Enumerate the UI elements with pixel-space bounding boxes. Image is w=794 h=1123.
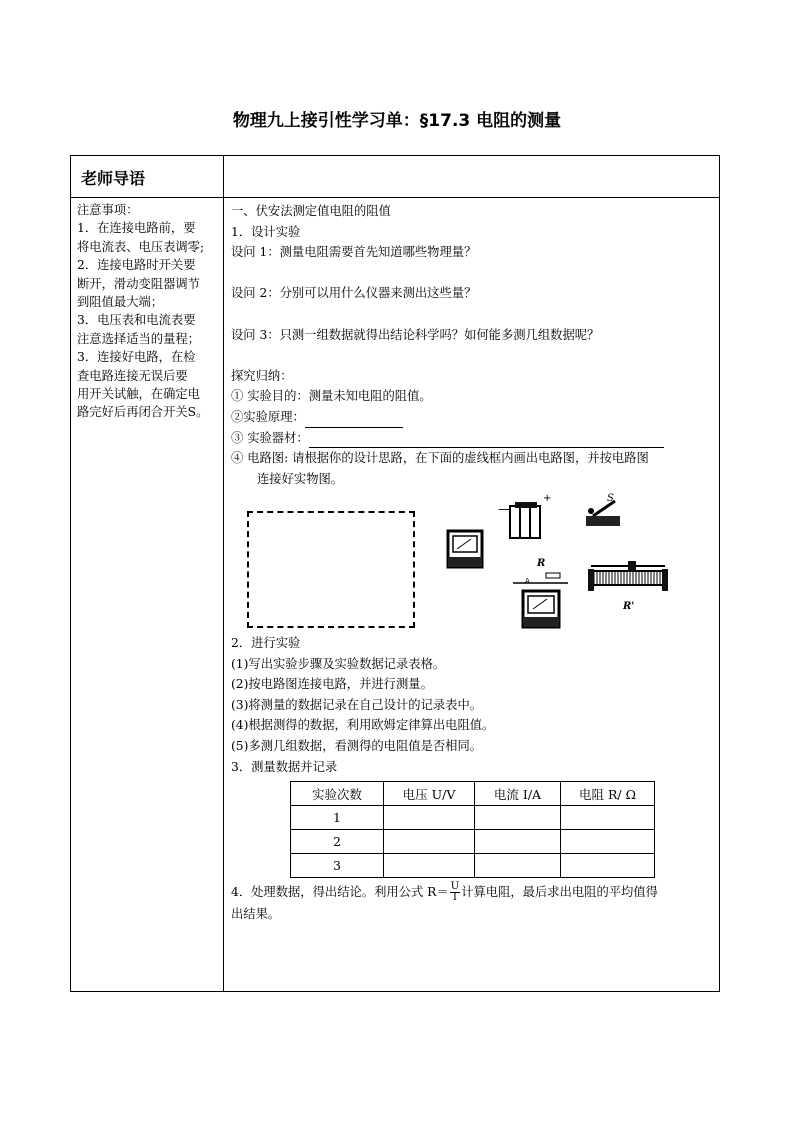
voltmeter-icon (448, 531, 482, 567)
table-cell[interactable] (384, 806, 475, 830)
rheostat-icon (588, 561, 668, 612)
subsection-heading: 2．进行实验 (231, 636, 301, 650)
battery-icon (498, 493, 551, 538)
question-1: 设问 1：测量电阻需要首先知道哪些物理量？ (231, 245, 477, 260)
table-cell[interactable] (561, 806, 655, 830)
table-row (291, 854, 655, 878)
left-header: 老师导语 (81, 169, 146, 188)
table-cell[interactable] (561, 854, 655, 878)
principle-blank[interactable] (305, 413, 403, 428)
table-header: 实验次数 (291, 782, 384, 806)
note-line: 1．在连接电路前，要 (77, 221, 196, 236)
ammeter-icon (523, 591, 559, 627)
table-header-row (291, 782, 655, 806)
note-line: 2．连接电路时开关要 (77, 258, 196, 273)
note-line: 路完好后再闭合开关S。 (77, 405, 209, 420)
svg-text:S: S (607, 493, 614, 504)
note-line: 3．电压表和电流表要 (77, 313, 196, 328)
step-1: (1)写出实验步骤及实验数据记录表格。 (231, 656, 446, 671)
summary-heading: 探究归纳： (231, 368, 293, 383)
table-cell[interactable] (561, 830, 655, 854)
table-header: 电压 U/V (384, 782, 475, 806)
note-line: 查电路连接无误后要 (77, 368, 188, 383)
page-title: 物理九上接引性学习单：§17.3 电阻的测量 (232, 111, 562, 131)
table-header: 电阻 R/ Ω (561, 782, 655, 806)
content-column (231, 201, 716, 489)
subsection-heading: 3．测量数据并记录 (231, 759, 338, 774)
table-cell[interactable] (475, 854, 561, 878)
step-2: (2)按电路图连接电路，并进行测量。 (231, 677, 433, 692)
circuit-drawing-box[interactable] (247, 511, 415, 628)
conclusion-line-2: 出结果。 (231, 907, 281, 921)
row-divider (71, 197, 719, 198)
note-line: 将电流表、电压表调零; (77, 239, 205, 254)
equipment-blank[interactable] (309, 433, 664, 448)
step-3: (3)将测量的数据记录在自己设计的记录表中。 (231, 697, 483, 712)
formula-fraction: $\frac{U}{I}$ (450, 881, 460, 903)
svg-text:+: + (543, 493, 552, 504)
experiment-section (231, 633, 716, 777)
worksheet-table (70, 155, 720, 992)
item-circuit: ④ 电路图: 请根据你的设计思路，在下面的虚线框内画出电路图，并按电路图 (231, 451, 649, 466)
item-principle: ②实验原理： (231, 407, 716, 428)
apparatus-illustration (443, 491, 673, 636)
item-purpose: ① 实验目的：测量未知电阻的阻值。 (231, 389, 432, 404)
switch-icon (586, 493, 620, 526)
note-line: 注意选择适当的量程； (77, 331, 200, 346)
svg-text:R: R (537, 558, 546, 569)
note-line: 用开关试触，在确定电 (77, 387, 200, 402)
table-cell[interactable] (475, 830, 561, 854)
svg-text:R': R' (623, 601, 635, 612)
svg-text:—: — (498, 502, 510, 516)
notes-column (77, 201, 220, 422)
svg-text:A: A (525, 577, 530, 585)
note-line: 到阻值最大端； (77, 295, 164, 310)
table-header: 电流 I/A (475, 782, 561, 806)
item-equipment: ③ 实验器材： (231, 428, 716, 449)
table-cell[interactable] (475, 806, 561, 830)
conclusion-line: 4．处理数据，得出结论。利用公式 R＝ $\frac{U}{I}$ 计算电阻，最后求出电阻的平均值得 (231, 881, 658, 903)
table-row (291, 830, 655, 854)
column-divider (223, 156, 224, 991)
question-3: 设问 3：只测一组数据就得出结论科学吗？如何能多测几组数据呢？ (231, 327, 600, 342)
table-cell: 3 (291, 854, 384, 878)
table-row (291, 806, 655, 830)
table-cell[interactable] (384, 830, 475, 854)
data-table (290, 781, 655, 878)
subsection-heading: 1．设计实验 (231, 224, 301, 239)
note-line: 断开，滑动变阻器调节 (77, 276, 200, 291)
table-cell: 2 (291, 830, 384, 854)
table-cell: 1 (291, 806, 384, 830)
step-4: (4)根据测得的数据，利用欧姆定律算出电阻值。 (231, 718, 495, 733)
note-line: 注意事项： (77, 203, 139, 217)
conclusion-paragraph (231, 881, 716, 925)
table-cell[interactable] (384, 854, 475, 878)
step-5: (5)多测几组数据，看测得的电阻值是否相同。 (231, 738, 483, 753)
resistor-icon (513, 558, 568, 585)
question-2: 设问 2：分别可以用什么仪器来测出这些量？ (231, 286, 477, 301)
item-circuit-cont: 连接好实物图。 (257, 471, 344, 486)
section-heading: 一、伏安法测定值电阻的阻值 (231, 204, 391, 218)
note-line: 3．连接好电路，在检 (77, 350, 196, 365)
